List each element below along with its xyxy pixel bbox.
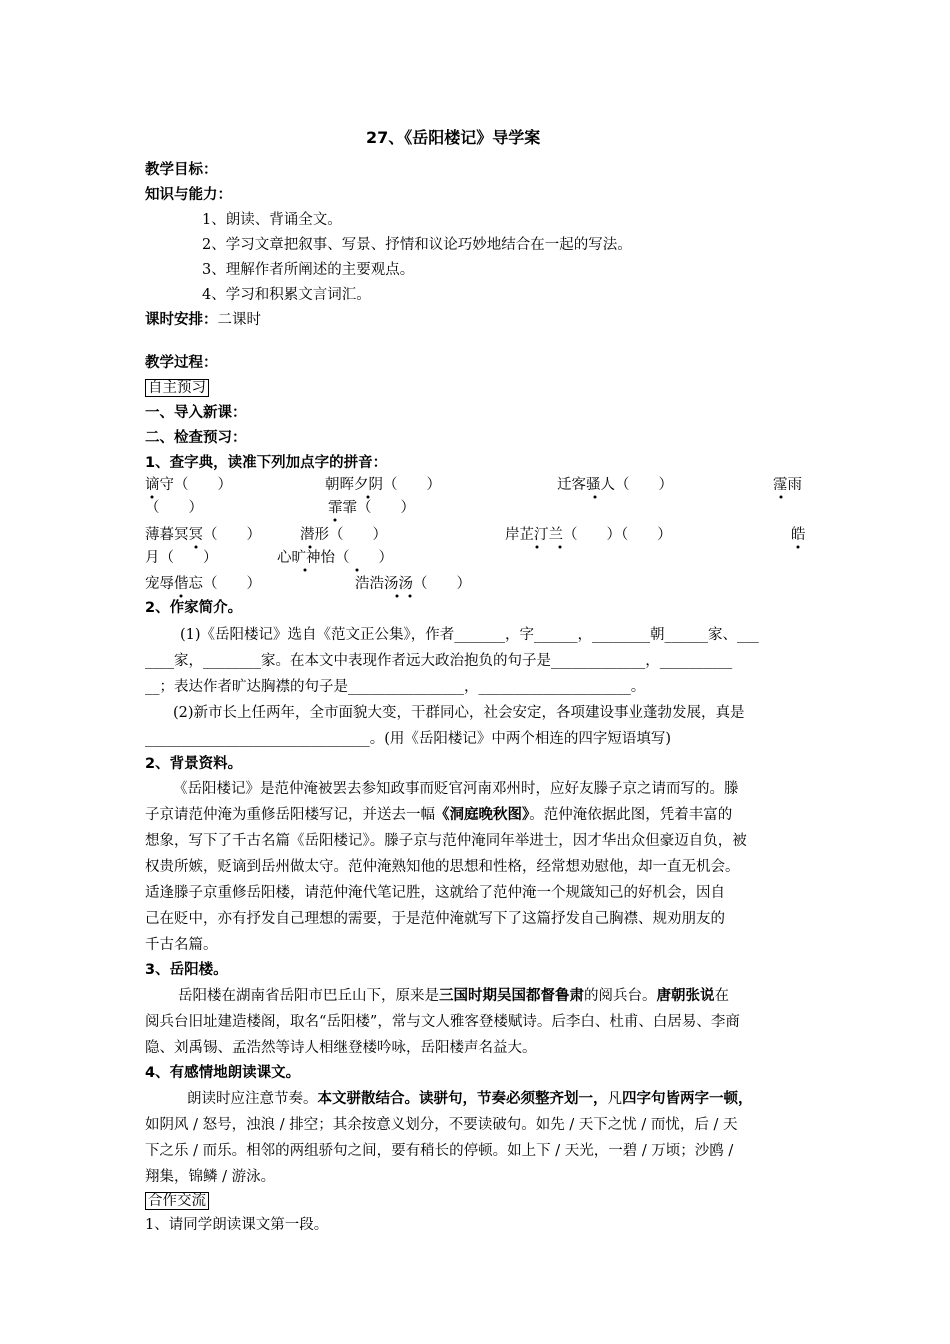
reading-heading: 4、有感情地朗读课文。 (145, 1065, 301, 1081)
step-intro: 一、导入新课： (145, 405, 247, 421)
schedule-line (145, 310, 261, 330)
step-check: 二、检查预习： (145, 430, 247, 446)
section-cooperation (145, 1191, 209, 1211)
section-coop-label: 合作交流 (145, 1192, 209, 1210)
background-line: 《岳阳楼记》是范仲淹被罢去参知政事而贬官河南邓州时，应好友滕子京之请而写的。滕 (173, 781, 739, 797)
background-heading: 2、背景资料。 (145, 756, 243, 772)
pinyin-item: 霪雨 (773, 477, 802, 493)
background-line: 权贵所嫉，贬谪到岳州做太守。范仲淹熟知他的思想和性格，经常想劝慰他，却一直无机会。 (145, 859, 740, 875)
author-line: (1)《岳阳楼记》选自《范文正公集》，作者_______，字______，________朝______家、___ (180, 627, 759, 643)
reading-text: 朗读时应注意节奏。 (187, 1091, 318, 1107)
section-self-label: 自主预习 (145, 379, 209, 397)
tower-text: 在 (714, 988, 729, 1004)
schedule-label: 课时安排： (145, 312, 218, 328)
emphasis-dots (145, 487, 807, 607)
tower-line (178, 986, 729, 1006)
pinyin-item: 谪守（ ） (145, 477, 232, 493)
process-heading: 教学过程： (145, 355, 218, 371)
background-line: 子京请范仲淹为重修岳阳楼写记，并送去一幅《洞庭晚秋图》。范仲淹依据此图，凭着丰富的 (145, 807, 733, 823)
tower-line: 隐、刘禹锡、孟浩然等诗人相继登楼吟咏，岳阳楼声名益大。 (145, 1040, 537, 1056)
schedule-value: 二课时 (217, 312, 261, 328)
pinyin-heading: 1、查字典，读准下列加点字的拼音： (145, 455, 388, 471)
pinyin-item: 岸芷汀兰（ ）（ ） (505, 527, 672, 543)
coop-item: 1、请同学朗读课文第一段。 (145, 1217, 329, 1233)
author-line: __；表达作者旷达胸襟的句子是________________，_____________________。 (145, 679, 646, 695)
reading-line: 如阴风 / 怒号，浊浪 / 排空；其余按意义划分，不要读破句。如先 / 天下之忧 / 而忧，后 / 天 (145, 1117, 738, 1133)
goals-heading: 教学目标： (145, 162, 218, 178)
goal-item: 3、理解作者所阐述的主要观点。 (202, 262, 415, 278)
background-line: 己在贬中，亦有抒发自己理想的需要，于是范仲淹就写下了这篇抒发自己胸襟、规劝朋友的 (145, 911, 725, 927)
reading-line: 翔集，锦鳞 / 游泳。 (145, 1169, 276, 1185)
knowledge-heading: 知识与能力： (145, 187, 232, 203)
tower-text: 的阅兵台。 (584, 988, 657, 1004)
author-line: ____家，________家。在本文中表现作者远大政治抱负的句子是_____________，__________ (145, 653, 733, 669)
pinyin-item: 皓 (791, 527, 806, 543)
background-line: 适逢滕子京重修岳阳楼，请范仲淹代笔记胜，这就给了范仲淹一个规箴知己的好机会，因自 (145, 885, 725, 901)
pinyin-item: 迁客骚人（ ） (557, 477, 673, 493)
tower-bold: 唐朝张说 (656, 988, 715, 1004)
reading-bold: 四字句皆两字一顿， (622, 1091, 753, 1107)
pinyin-item: 心旷神怡（ ） (277, 550, 393, 566)
pinyin-item: 宠辱偕忘（ ） (145, 576, 261, 592)
goal-item: 4、学习和积累文言词汇。 (202, 287, 371, 303)
pinyin-item: 浩浩汤汤（ ） (355, 576, 471, 592)
tower-heading: 3、岳阳楼。 (145, 962, 228, 978)
author-line: (2)新市长上任两年，全市面貌大变，干群同心，社会安定，各项建设事业蓬勃发展，真是 (173, 705, 745, 721)
pinyin-item: 霏霏（ ） (328, 500, 415, 516)
tower-bold: 三国时期吴国都督鲁肃 (439, 988, 584, 1004)
goal-item: 2、学习文章把叙事、写景、抒情和议论巧妙地结合在一起的写法。 (202, 237, 632, 253)
pinyin-item: 潜形（ ） (300, 527, 387, 543)
author-line: _______________________________。(用《岳阳楼记》中两个相连的四字短语填写) (145, 731, 672, 747)
goal-item: 1、朗读、背诵全文。 (202, 212, 342, 228)
tower-line: 阅兵台旧址建造楼阁，取名“岳阳楼”，常与文人雅客登楼赋诗。后李白、杜甫、白居易、李商 (145, 1014, 740, 1030)
reading-bold: 本文骈散结合。读骈句，节奏必须整齐划一， (317, 1091, 608, 1107)
background-line: 想象，写下了千古名篇《岳阳楼记》。滕子京与范仲淹同年举进士，因才华出众但豪迈自负，被 (145, 833, 747, 849)
reading-line (187, 1089, 753, 1109)
section-self-study (145, 378, 209, 398)
reading-line: 下之乐 / 而乐。相邻的两组骄句之间，要有稍长的停顿。如上下 / 天光，一碧 / 万顷；沙鸥 / (145, 1143, 734, 1159)
pinyin-item: 薄暮冥冥（ ） (145, 527, 261, 543)
background-line: 千古名篇。 (145, 937, 218, 953)
author-heading: 2、作家简介。 (145, 600, 243, 616)
page-title: 27、《岳阳楼记》导学案 (366, 128, 541, 147)
pinyin-item: （ ） (145, 500, 203, 516)
pinyin-item: 朝晖夕阴（ ） (325, 477, 441, 493)
painting-name: 《洞庭晚秋图》 (435, 807, 530, 823)
pinyin-item: 月（ ） (145, 550, 218, 566)
tower-text: 岳阳楼在湖南省岳阳市巴丘山下，原来是 (178, 988, 439, 1004)
reading-text: 凡 (607, 1091, 622, 1107)
